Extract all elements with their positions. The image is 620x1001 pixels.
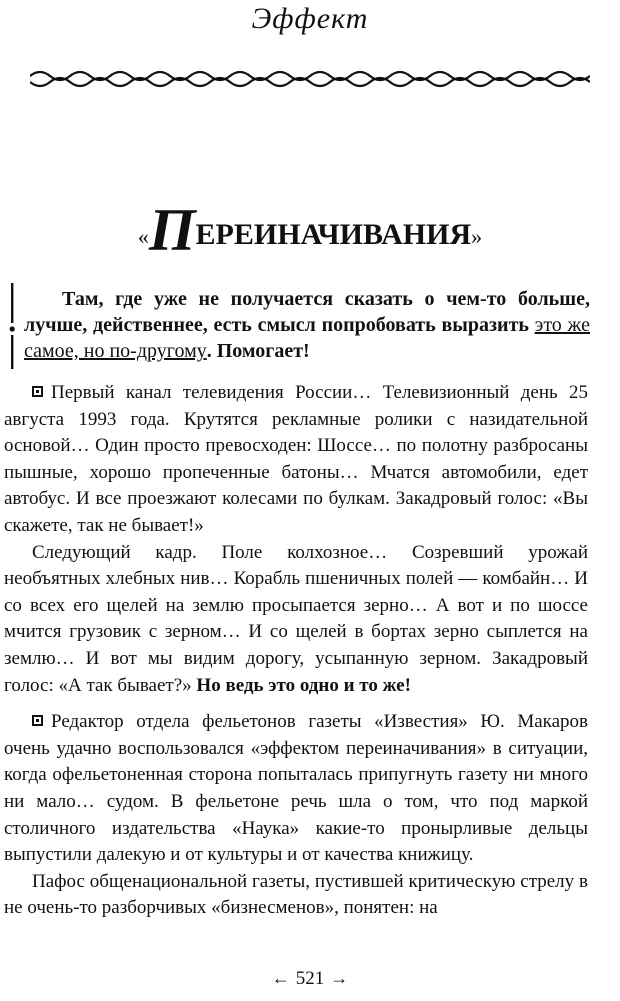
square-bullet-icon — [32, 386, 43, 397]
left-arrow-icon: ← — [271, 968, 290, 988]
paragraph-1 — [4, 380, 588, 540]
square-bullet-icon — [32, 715, 43, 726]
epigraph-text: Там, где уже не получается сказать о чем-то больше, лучше, действеннее, есть смысл попробовать выразить — [24, 288, 590, 336]
margin-mark-upper-bar — [11, 283, 13, 323]
epigraph — [24, 286, 590, 364]
paragraph-2-text: Следующий кадр. Поле колхозное… Созревший урожай необъятных хлебных нив… Корабль пшеничных полей — комбайн… И со всех его щелей на землю просыпается зерно… А вот и по шоссе мчится грузовик с зерном… И со щелей в бортах зерно сыплется на землю… И вот мы видим дорогу, усыпанную зерном. Закадровый голос: «А так бывает?» — [4, 541, 588, 696]
section-title: Эффект — [251, 2, 369, 35]
page-footer — [0, 968, 620, 990]
chapter-quote-close: » — [471, 224, 483, 249]
paragraph-4 — [4, 869, 588, 922]
body-text — [4, 380, 588, 922]
epigraph-underlined: это же самое, но по-другому — [24, 314, 590, 362]
decorative-wave-divider — [30, 64, 590, 94]
chapter-title-rest: ЕРЕИНАЧИВАНИЯ — [195, 218, 472, 251]
paragraph-3 — [4, 709, 588, 869]
paragraph-2 — [4, 540, 588, 700]
page-header — [0, 0, 620, 36]
chapter-title — [0, 196, 620, 265]
paragraph-1-text: Первый канал телевидения России… Телевизионный день 25 августа 1993 года. Крутятся рекламные ролики с назидательной основой… Один просто превосходен: Шоссе… по полотну разбросаны пышные, хорошо пропеченные батоны… Мчатся автомобили, едет автобус. И все проезжают колесами по булкам. Закадровый голос: «Вы скажете, так не бывает!» — [4, 382, 588, 536]
margin-exclamation-icon — [6, 283, 18, 369]
right-arrow-icon: → — [330, 968, 349, 988]
paragraph-2-bold: Но ведь это одно и то же! — [196, 674, 411, 696]
margin-mark-lower-bar — [11, 335, 13, 369]
wave-line-bottom — [30, 78, 590, 86]
paragraph-3-text: Редактор отдела фельетонов газеты «Известия» Ю. Макаров очень удачно воспользовался «эффектом переиначивания» в ситуации, когда офельетоненная сторона попыталась припугнуть газету ни много ни мало… судом. В фельетоне речь шла о том, что под маркой столичного издательства «Наука» какие-то пронырливые дельцы выпустили далекую и от культуры и от качества книжицу. — [4, 711, 588, 866]
margin-mark-dot — [10, 326, 15, 331]
chapter-initial-letter: П — [148, 197, 196, 263]
page-number: 521 — [295, 968, 325, 989]
chapter-quote-open: « — [137, 224, 149, 249]
paragraph-4-text: Пафос общенациональной газеты, пустившей критическую стрелу в не очень-то разборчивых «бизнесменов», понятен: на — [4, 870, 588, 919]
epigraph-end: . Помогает! — [206, 340, 310, 362]
